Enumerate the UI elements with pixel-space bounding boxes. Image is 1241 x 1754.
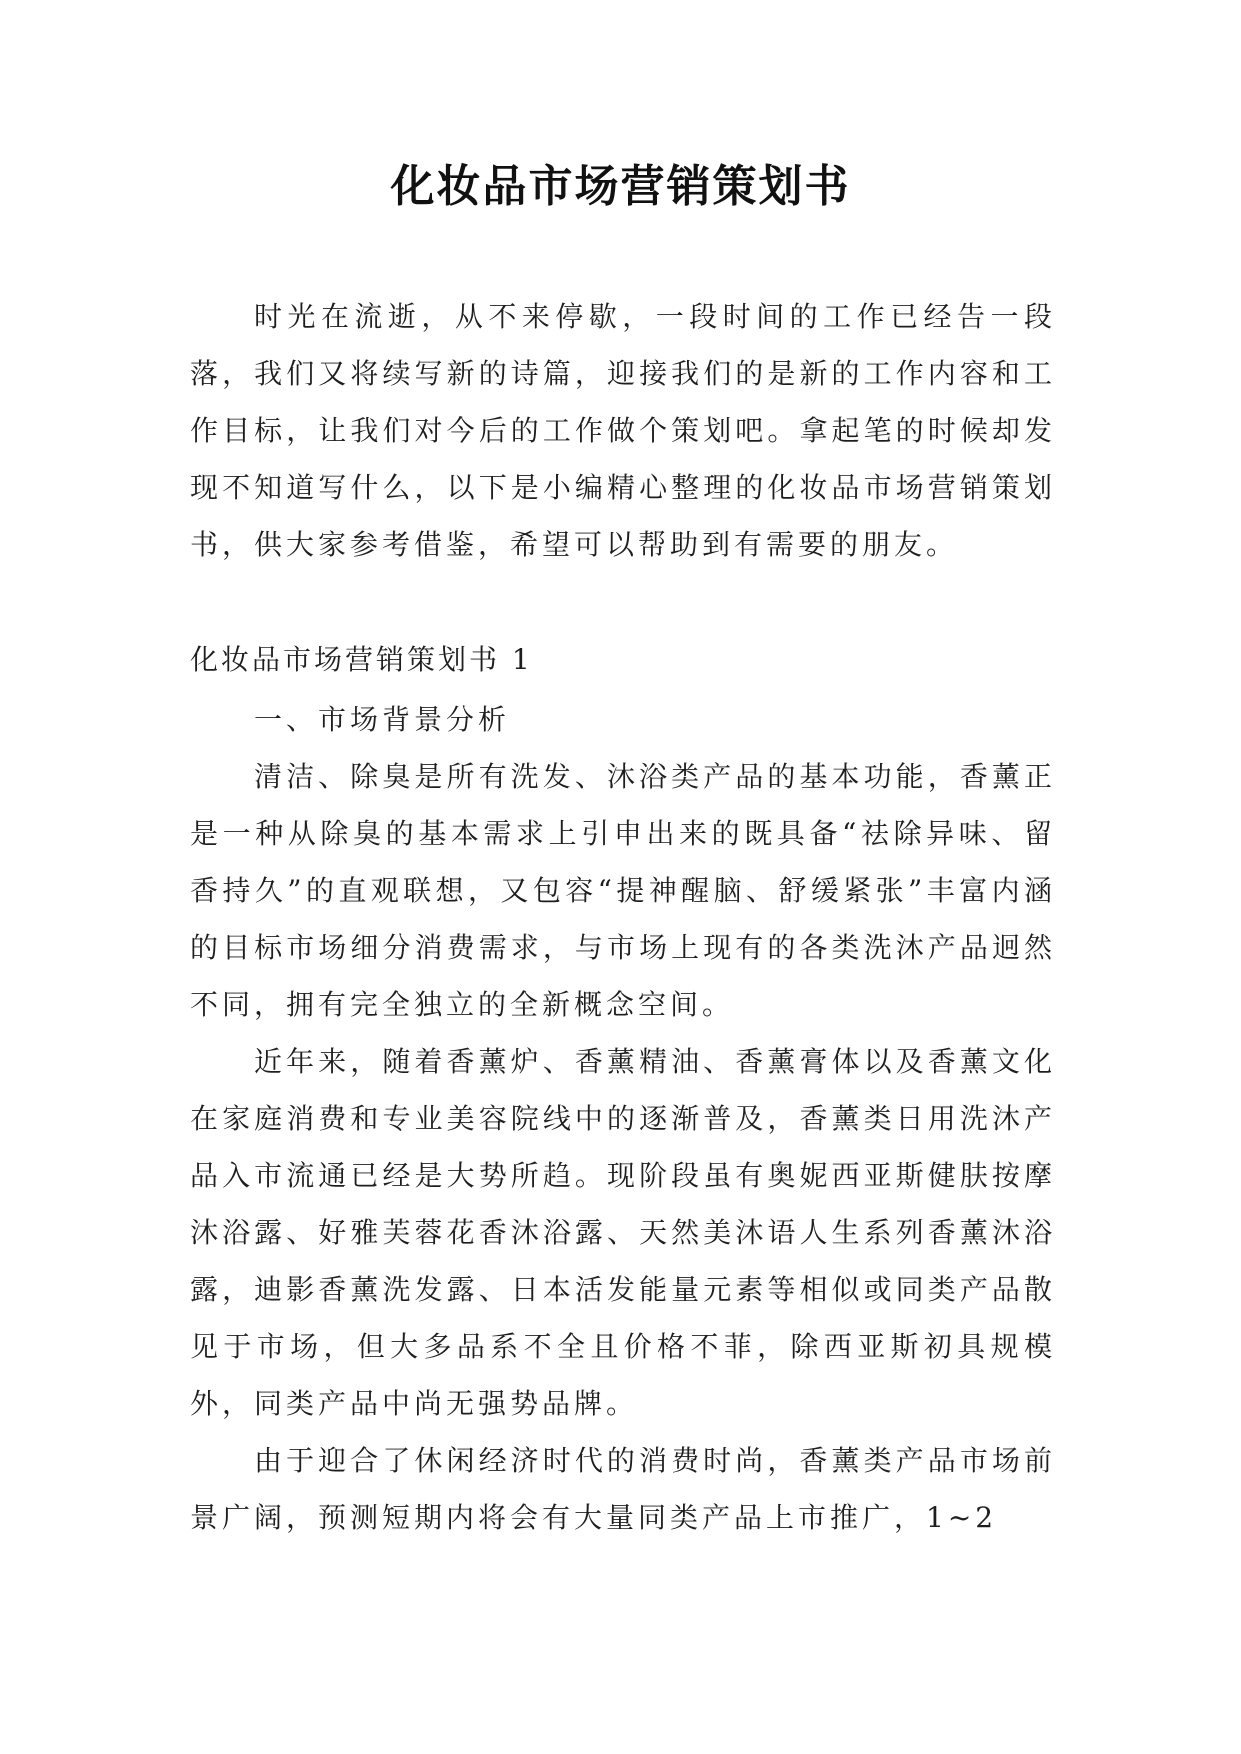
section-title: 化妆品市场营销策划书 1: [190, 643, 533, 676]
content-paragraph: 由于迎合了休闲经济时代的消费时尚，香薰类产品市场前景广阔，预测短期内将会有大量同类产品上市推广，1~2: [190, 1444, 1056, 1534]
intro-paragraph: 时光在流逝，从不来停歇，一段时间的工作已经告一段落，我们又将续写新的诗篇，迎接我们的是新的工作内容和工作目标，让我们对今后的工作做个策划吧。拿起笔的时候却发现不知道写什么，以下是小编精心整理的化妆品市场营销策划书，供大家参考借鉴，希望可以帮助到有需要的朋友。: [190, 300, 1056, 561]
content-paragraph: 近年来，随着香薰炉、香薰精油、香薰膏体以及香薰文化在家庭消费和专业美容院线中的逐渐普及，香薰类日用洗沐产品入市流通已经是大势所趋。现阶段虽有奥妮西亚斯健肤按摩沐浴露、好雅芙蓉花香沐浴露、天然美沐语人生系列香薰沐浴露，迪影香薰洗发露、日本活发能量元素等相似或同类产品散见于市场，但大多品系不全且价格不菲，除西亚斯初具规模外，同类产品中尚无强势品牌。: [190, 1045, 1056, 1420]
intro-block: [190, 288, 1056, 573]
section-subheading: 一、市场背景分析: [254, 703, 511, 736]
content-block: [190, 748, 1056, 1546]
content-paragraph: 清洁、除臭是所有洗发、沐浴类产品的基本功能，香薰正是一种从除臭的基本需求上引申出来的既具备“祛除异味、留香持久”的直观联想，又包容“提神醒脑、舒缓紧张”丰富内涵的目标市场细分消费需求，与市场上现有的各类洗沐产品迥然不同，拥有完全独立的全新概念空间。: [190, 760, 1056, 1021]
document-title: 化妆品市场营销策划书: [390, 161, 851, 212]
